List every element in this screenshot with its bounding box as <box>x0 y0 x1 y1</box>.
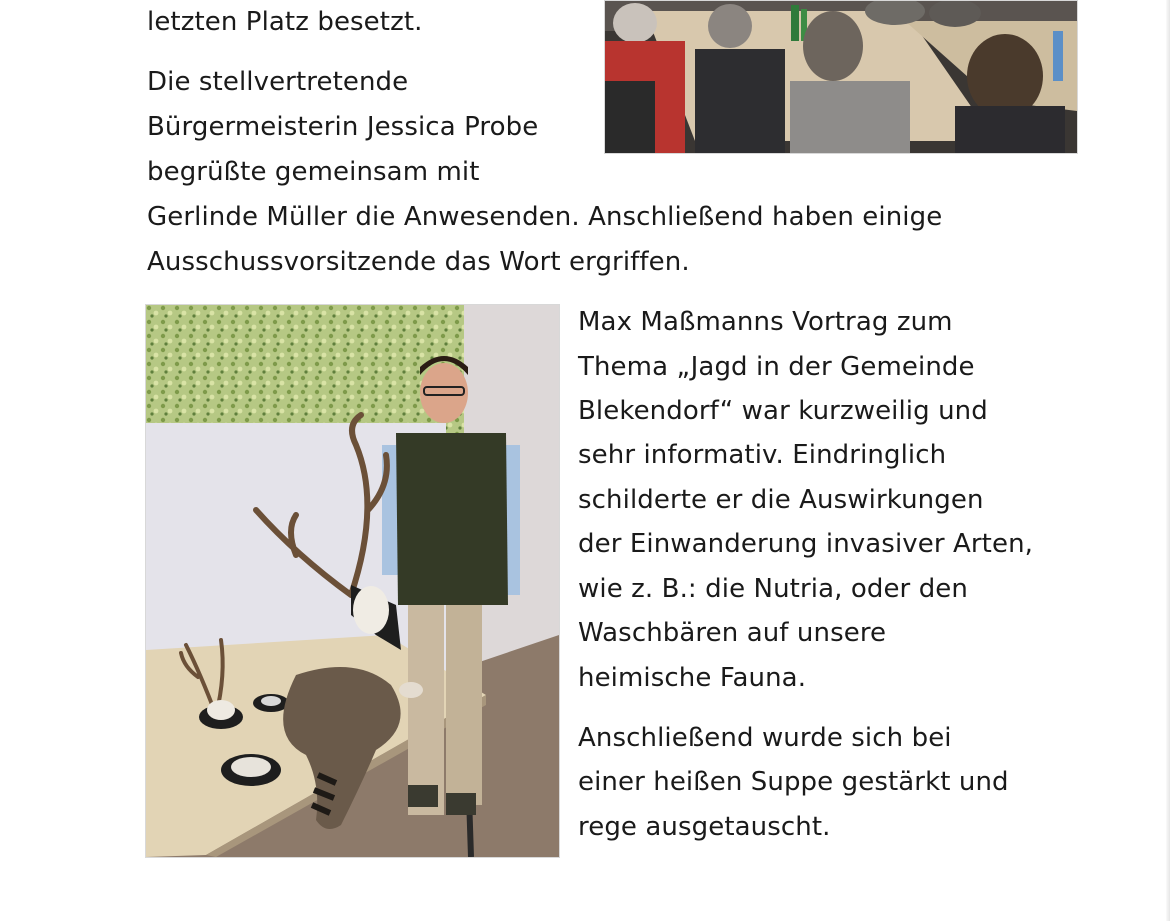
speaker-photo <box>145 304 560 858</box>
intro-line-6: Ausschussvorsitzende das Wort ergriffen. <box>147 247 690 277</box>
talk-line-2: Thema „Jagd in der Gemeinde <box>578 352 975 382</box>
scan-edge <box>1166 0 1170 921</box>
talk-line-9: heimische Fauna. <box>578 663 807 693</box>
talk-line-1: Max Maßmanns Vortrag zum <box>578 307 953 337</box>
talk-line-5: schilderte er die Auswirkungen <box>578 485 984 515</box>
intro-line-5: Gerlinde Müller die Anwesenden. Anschließend haben einige <box>147 202 943 232</box>
intro-line-4: begrüßte gemeinsam mit <box>147 157 480 187</box>
audience-photo <box>604 0 1078 154</box>
intro-line-2: Die stellvertretende <box>147 67 409 97</box>
intro-line-3: Bürgermeisterin Jessica Probe <box>147 112 539 142</box>
talk-line-7: wie z. B.: die Nutria, oder den <box>578 574 968 604</box>
intro-line-1: letzten Platz besetzt. <box>147 7 423 37</box>
closing-line-1: Anschließend wurde sich bei <box>578 723 952 753</box>
closing-line-3: rege ausgetauscht. <box>578 812 831 842</box>
talk-line-4: sehr informativ. Eindringlich <box>578 440 947 470</box>
closing-line-2: einer heißen Suppe gestärkt und <box>578 767 1009 797</box>
talk-line-6: der Einwanderung invasiver Arten, <box>578 529 1034 559</box>
talk-line-3: Blekendorf“ war kurzweilig und <box>578 396 988 426</box>
talk-line-8: Waschbären auf unsere <box>578 618 887 648</box>
